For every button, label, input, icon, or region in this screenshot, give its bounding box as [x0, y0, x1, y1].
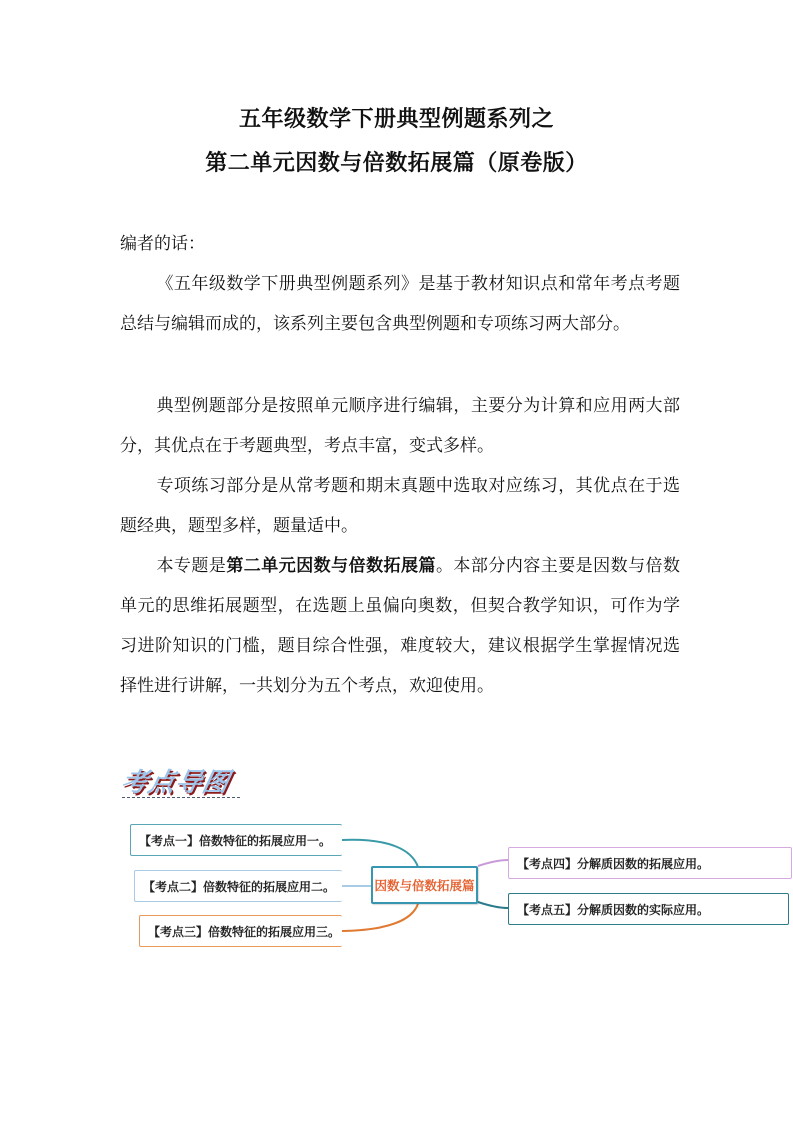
document-title-line-1: 五年级数学下册典型例题系列之	[238, 107, 554, 132]
connector-node-4	[478, 860, 508, 866]
paragraph-text: 《五年级数学下册典型例题系列》是基于教材知识点和常年考点考题总结与编辑而成的，该系列主要包含典型例题和专项练习两大部分。	[120, 274, 680, 334]
mindmap-heading-underline	[122, 797, 240, 798]
intro-paragraph-2	[120, 386, 680, 466]
editor-note-label: 编者的话：	[120, 234, 205, 254]
intro-paragraph-3	[120, 466, 680, 546]
mindmap-center-node: 因数与倍数拓展篇	[371, 866, 478, 904]
connector-node-1	[342, 840, 418, 867]
mindmap-node-3: 【考点三】倍数特征的拓展应用三。	[139, 915, 342, 947]
mindmap-node-1: 【考点一】倍数特征的拓展应用一。	[130, 824, 342, 856]
topic-name-bold: 第二单元因数与倍数拓展篇	[226, 556, 436, 576]
paragraph-text: 典型例题部分是按照单元顺序进行编辑，主要分为计算和应用两大部分，其优点在于考题典型，考点丰富，变式多样。	[120, 396, 680, 456]
paragraph-text: 专项练习部分是从常考题和期末真题中选取对应练习，其优点在于选题经典，题型多样，题量适中。	[120, 476, 680, 536]
paragraph-text-prefix: 本专题是	[156, 556, 227, 576]
connector-node-5	[478, 902, 508, 908]
mindmap-heading: 考点导图	[118, 768, 233, 798]
mindmap-node-5: 【考点五】分解质因数的实际应用。	[508, 893, 789, 925]
intro-paragraph-4	[120, 546, 680, 706]
connector-node-3	[342, 904, 418, 931]
intro-paragraph-1	[120, 264, 680, 344]
document-title-line-2: 第二单元因数与倍数拓展篇（原卷版）	[205, 151, 588, 176]
mindmap-node-4: 【考点四】分解质因数的拓展应用。	[508, 847, 792, 879]
mindmap-node-2: 【考点二】倍数特征的拓展应用二。	[134, 870, 342, 902]
paragraph-text-suffix: 。本部分内容主要是因数与倍数单元的思维拓展题型，在选题上虽偏向奥数，但契合教学知识，可作为学习进阶知识的门槛，题目综合性强，难度较大，建议根据学生掌握情况选择性进行讲解，一共划分为五个考点，欢迎使用。	[120, 556, 681, 696]
